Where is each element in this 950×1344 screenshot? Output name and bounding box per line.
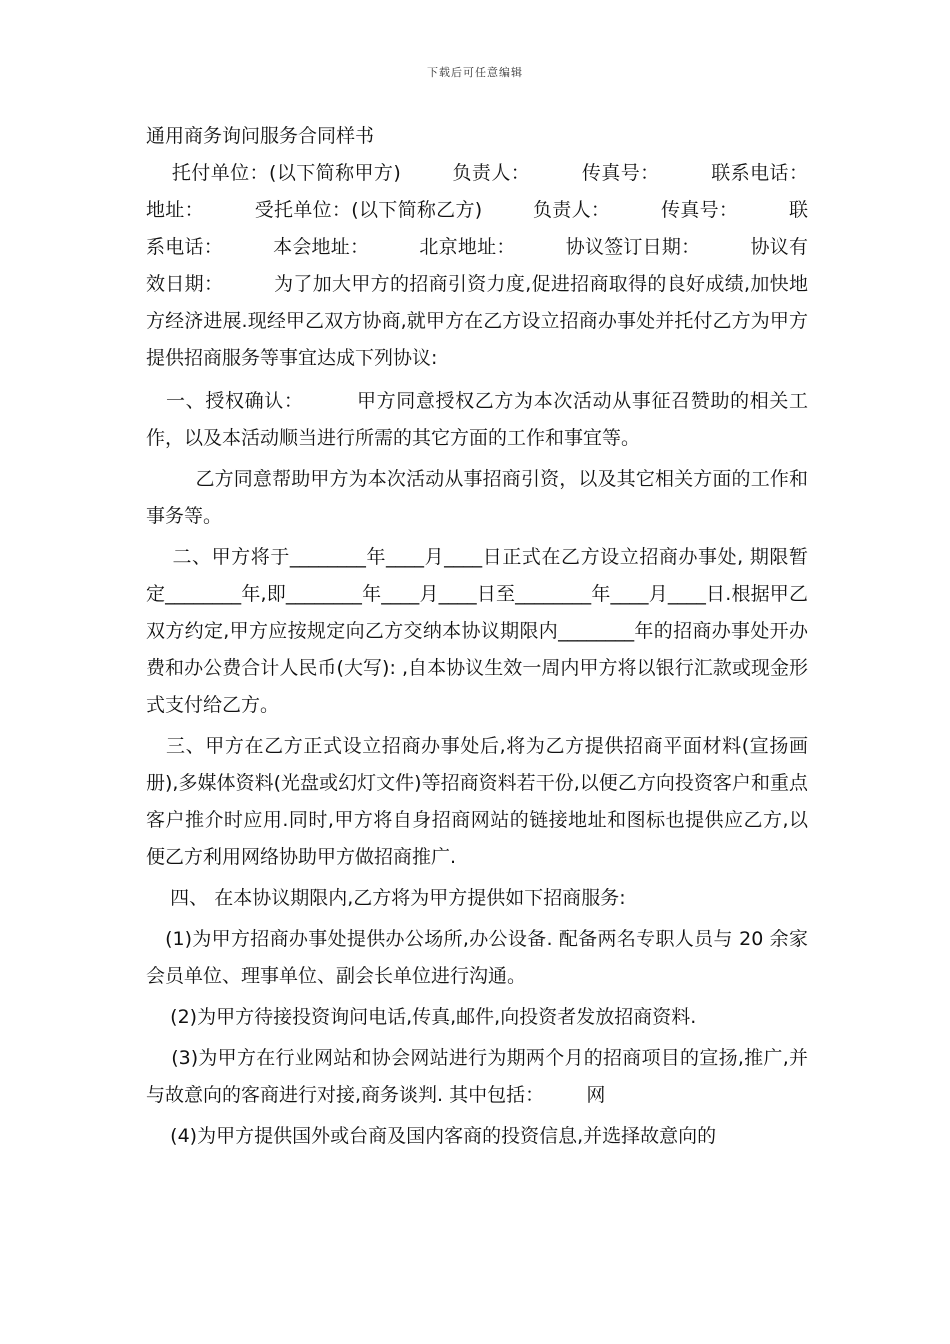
paragraph-clause-3: 三、甲方在乙方正式设立招商办事处后,将为乙方提供招商平面材料(宣扬画册),多媒体资料(光盘或幻灯文件)等招商资料若干份,以便乙方向投资客户和重点客户推介时应用.同时,甲方将自身招商网站的链接地址和图标也提供应乙方,以便乙方利用网络协助甲方做招商推广. <box>146 735 808 868</box>
paragraph-service-2: (2)为甲方待接投资询问电话,传真,邮件,向投资者发放招商资料. <box>146 1006 697 1028</box>
document-title: 通用商务询问服务合同样书 <box>146 125 375 147</box>
paragraph-clause-2: 二、甲方将于________年____月____日正式在乙方设立招商办事处, 期限暂定________年,即________年____月____日至________年____月____日.根据甲乙双方约定,甲方应按规定向乙方交纳本协议期限内________年的招商办事处开办费和办公费合计人民币(大写): ,自本协议生效一周内甲方将以银行汇款或现金形式支付给乙方。 <box>146 546 808 716</box>
paragraph-service-3: (3)为甲方在行业网站和协会网站进行为期两个月的招商项目的宣扬,推广,并与故意向的客商进行对接,商务谈判. 其中包括： 网 <box>146 1047 808 1106</box>
paragraph-clause-4: 四、 在本协议期限内,乙方将为甲方提供如下招商服务: <box>146 887 626 909</box>
paragraph-parties: 托付单位：(以下简称甲方) 负责人： 传真号： 联系电话： 地址： 受托单位：(以下简称乙方) 负责人： 传真号： 联系电话： 本会地址： 北京地址： 协议签订日期： 协议有效日期： 为了加大甲方的招商引资力度,促进招商取得的良好成绩,加快地方经济进展.现经甲乙双方协商,就甲方在乙方设立招商办事处并托付乙方为甲方提供招商服务等事宜达成下列协议: <box>146 162 857 369</box>
paragraph-service-1: (1)为甲方招商办事处提供办公场所,办公设备. 配备两名专职人员与 20 余家会员单位、理事单位、副会长单位进行沟通。 <box>146 928 808 987</box>
paragraph-clause-1: 一、授权确认： 甲方同意授权乙方为本次活动从事征召赞助的相关工作，以及本活动顺当进行所需的其它方面的工作和事宜等。 <box>146 390 808 449</box>
paragraph-service-4: (4)为甲方提供国外或台商及国内客商的投资信息,并选择故意向的 <box>146 1125 717 1147</box>
paragraph-clause-1b: 乙方同意帮助甲方为本次活动从事招商引资，以及其它相关方面的工作和事务等。 <box>146 468 808 527</box>
document-body <box>146 118 857 1155</box>
page-header-note: 下载后可任意编辑 <box>427 66 523 79</box>
